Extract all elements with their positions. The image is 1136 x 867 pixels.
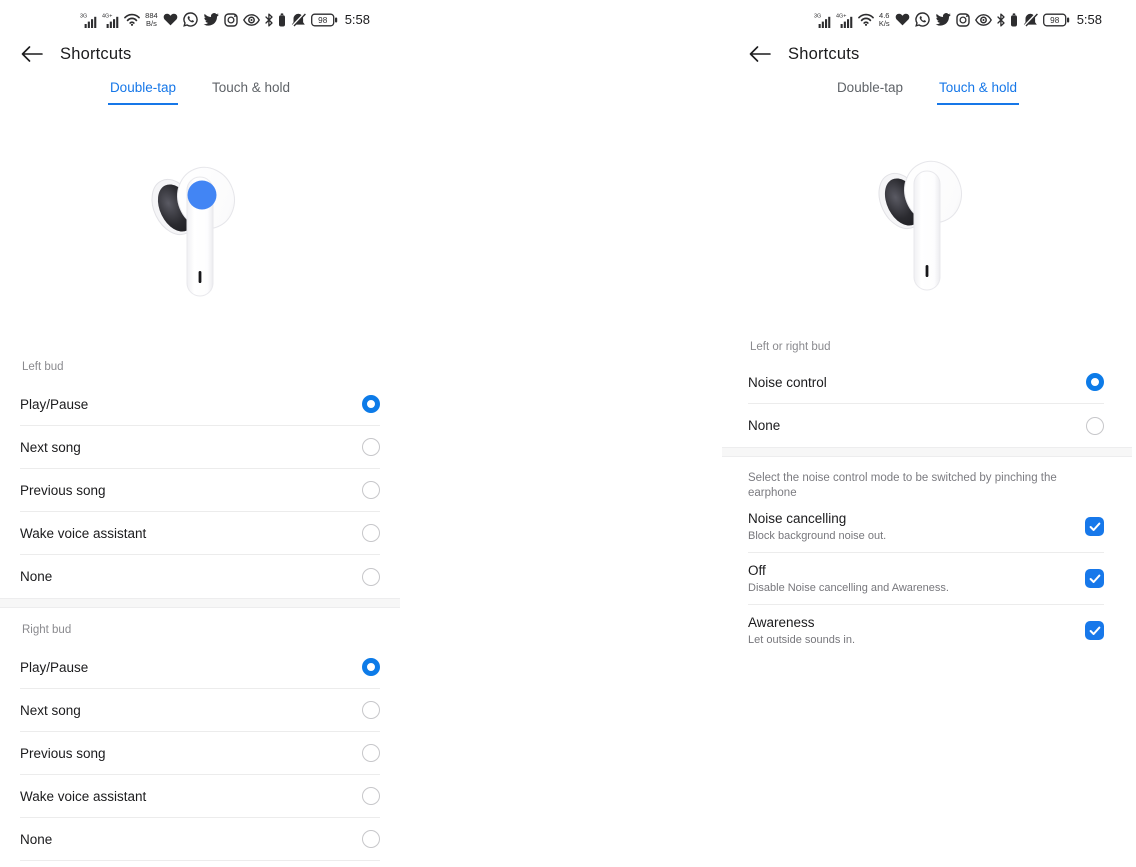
earbud-image: [867, 147, 987, 297]
checkbox-checked[interactable]: [1085, 621, 1104, 640]
svg-text:3G: 3G: [813, 12, 822, 19]
section-header-left-bud: Left bud: [22, 361, 64, 373]
earbud-image-container: [722, 147, 1132, 297]
signal-3g-icon: [80, 12, 97, 28]
radio-unselected[interactable]: [362, 830, 380, 848]
earbud-image: [140, 153, 260, 303]
radio-selected[interactable]: [362, 658, 380, 676]
clock-time: 5:58: [344, 12, 370, 27]
radio-unselected[interactable]: [362, 787, 380, 805]
radio-unselected[interactable]: [362, 438, 380, 456]
eye-icon: [243, 14, 260, 26]
radio-unselected[interactable]: [362, 701, 380, 719]
section-separator: [0, 598, 400, 608]
back-button[interactable]: [20, 42, 44, 66]
status-bar: [722, 0, 1132, 30]
option-row-wake-voice-assistant[interactable]: Wake voice assistant: [20, 512, 380, 555]
checkbox-row-off[interactable]: Off Disable Noise cancelling and Awareness.: [748, 553, 1104, 605]
battery-icon: [1043, 13, 1070, 27]
wifi-icon: [124, 13, 140, 26]
tab-bar: [0, 80, 400, 105]
heart-icon: [163, 13, 178, 26]
back-arrow-icon: [749, 46, 771, 62]
title-bar: [722, 40, 1132, 68]
whatsapp-icon: [915, 12, 930, 27]
check-icon: [1089, 626, 1101, 636]
earbud-image-container: [0, 153, 400, 303]
checkbox-row-awareness[interactable]: Awareness Let outside sounds in.: [748, 605, 1104, 656]
option-lists: [722, 341, 1132, 656]
radio-unselected[interactable]: [362, 568, 380, 586]
status-bar: [0, 0, 400, 30]
page-title: Shortcuts: [60, 44, 132, 63]
heart-icon: [895, 13, 910, 26]
tab-double-tap[interactable]: Double-tap: [108, 80, 178, 105]
page-title: Shortcuts: [788, 44, 860, 63]
radio-unselected[interactable]: [362, 524, 380, 542]
option-row-play-pause[interactable]: Play/Pause: [20, 646, 380, 689]
section-header-left-or-right-bud: Left or right bud: [750, 341, 831, 353]
radio-unselected[interactable]: [362, 481, 380, 499]
noise-control-caption: Select the noise control mode to be switched by pinching the earphone: [748, 472, 1057, 499]
notifications-muted-icon: [291, 13, 306, 27]
option-row-next-song[interactable]: Next song: [20, 426, 380, 469]
svg-text:4G+: 4G+: [102, 12, 113, 19]
option-row-none[interactable]: None: [748, 404, 1104, 447]
twitter-icon: [203, 13, 219, 26]
signal-4g-icon: [102, 12, 119, 28]
svg-text:98: 98: [317, 15, 327, 25]
wifi-icon: [858, 13, 874, 26]
tab-touch-and-hold[interactable]: Touch & hold: [211, 80, 291, 95]
bluetooth-icon: [265, 13, 273, 27]
screen-touch-and-hold: [722, 0, 1132, 867]
notifications-muted-icon: [1023, 13, 1038, 27]
twitter-icon: [935, 13, 951, 26]
title-bar: [0, 40, 400, 68]
tab-touch-and-hold[interactable]: Touch & hold: [937, 80, 1019, 105]
bluetooth-icon: [997, 13, 1005, 27]
screen-double-tap: [0, 0, 400, 867]
instagram-icon: [956, 13, 970, 27]
svg-text:4G+: 4G+: [835, 12, 847, 19]
earbud-battery-icon: [278, 13, 286, 27]
radio-selected[interactable]: [1086, 373, 1104, 391]
option-row-none[interactable]: None: [20, 555, 380, 598]
option-row-next-song[interactable]: Next song: [20, 689, 380, 732]
battery-icon: [311, 13, 338, 27]
checkbox-checked[interactable]: [1085, 569, 1104, 588]
double-tap-spot-indicator: [188, 181, 217, 210]
back-arrow-icon: [21, 46, 43, 62]
earbud-battery-icon: [1010, 13, 1018, 27]
instagram-icon: [224, 13, 238, 27]
network-speed: 4.6 K/s: [878, 10, 890, 28]
check-icon: [1089, 574, 1101, 584]
back-button[interactable]: [748, 42, 772, 66]
radio-unselected[interactable]: [362, 744, 380, 762]
option-row-noise-control[interactable]: Noise control: [748, 361, 1104, 404]
svg-text:3G: 3G: [80, 12, 88, 19]
check-icon: [1089, 522, 1101, 532]
option-row-previous-song[interactable]: Previous song: [20, 469, 380, 512]
checkbox-row-noise-cancelling[interactable]: Noise cancelling Block background noise out.: [748, 501, 1104, 553]
radio-unselected[interactable]: [1086, 417, 1104, 435]
network-speed: 884 B/s: [145, 10, 158, 28]
tab-bar: [722, 80, 1132, 105]
option-row-play-pause[interactable]: Play/Pause: [20, 383, 380, 426]
option-row-none[interactable]: None: [20, 818, 380, 861]
tab-double-tap[interactable]: Double-tap: [836, 80, 903, 95]
section-separator: [722, 447, 1132, 457]
whatsapp-icon: [183, 12, 198, 27]
option-row-wake-voice-assistant[interactable]: Wake voice assistant: [20, 775, 380, 818]
clock-time: 5:58: [1076, 12, 1102, 27]
section-header-right-bud: Right bud: [22, 624, 72, 636]
checkbox-checked[interactable]: [1085, 517, 1104, 536]
svg-text:98: 98: [1049, 15, 1059, 25]
radio-selected[interactable]: [362, 395, 380, 413]
eye-icon: [975, 14, 992, 26]
option-row-previous-song[interactable]: Previous song: [20, 732, 380, 775]
option-lists: [0, 361, 400, 861]
signal-4g-icon: [836, 12, 853, 28]
signal-3g-icon: [814, 12, 831, 28]
